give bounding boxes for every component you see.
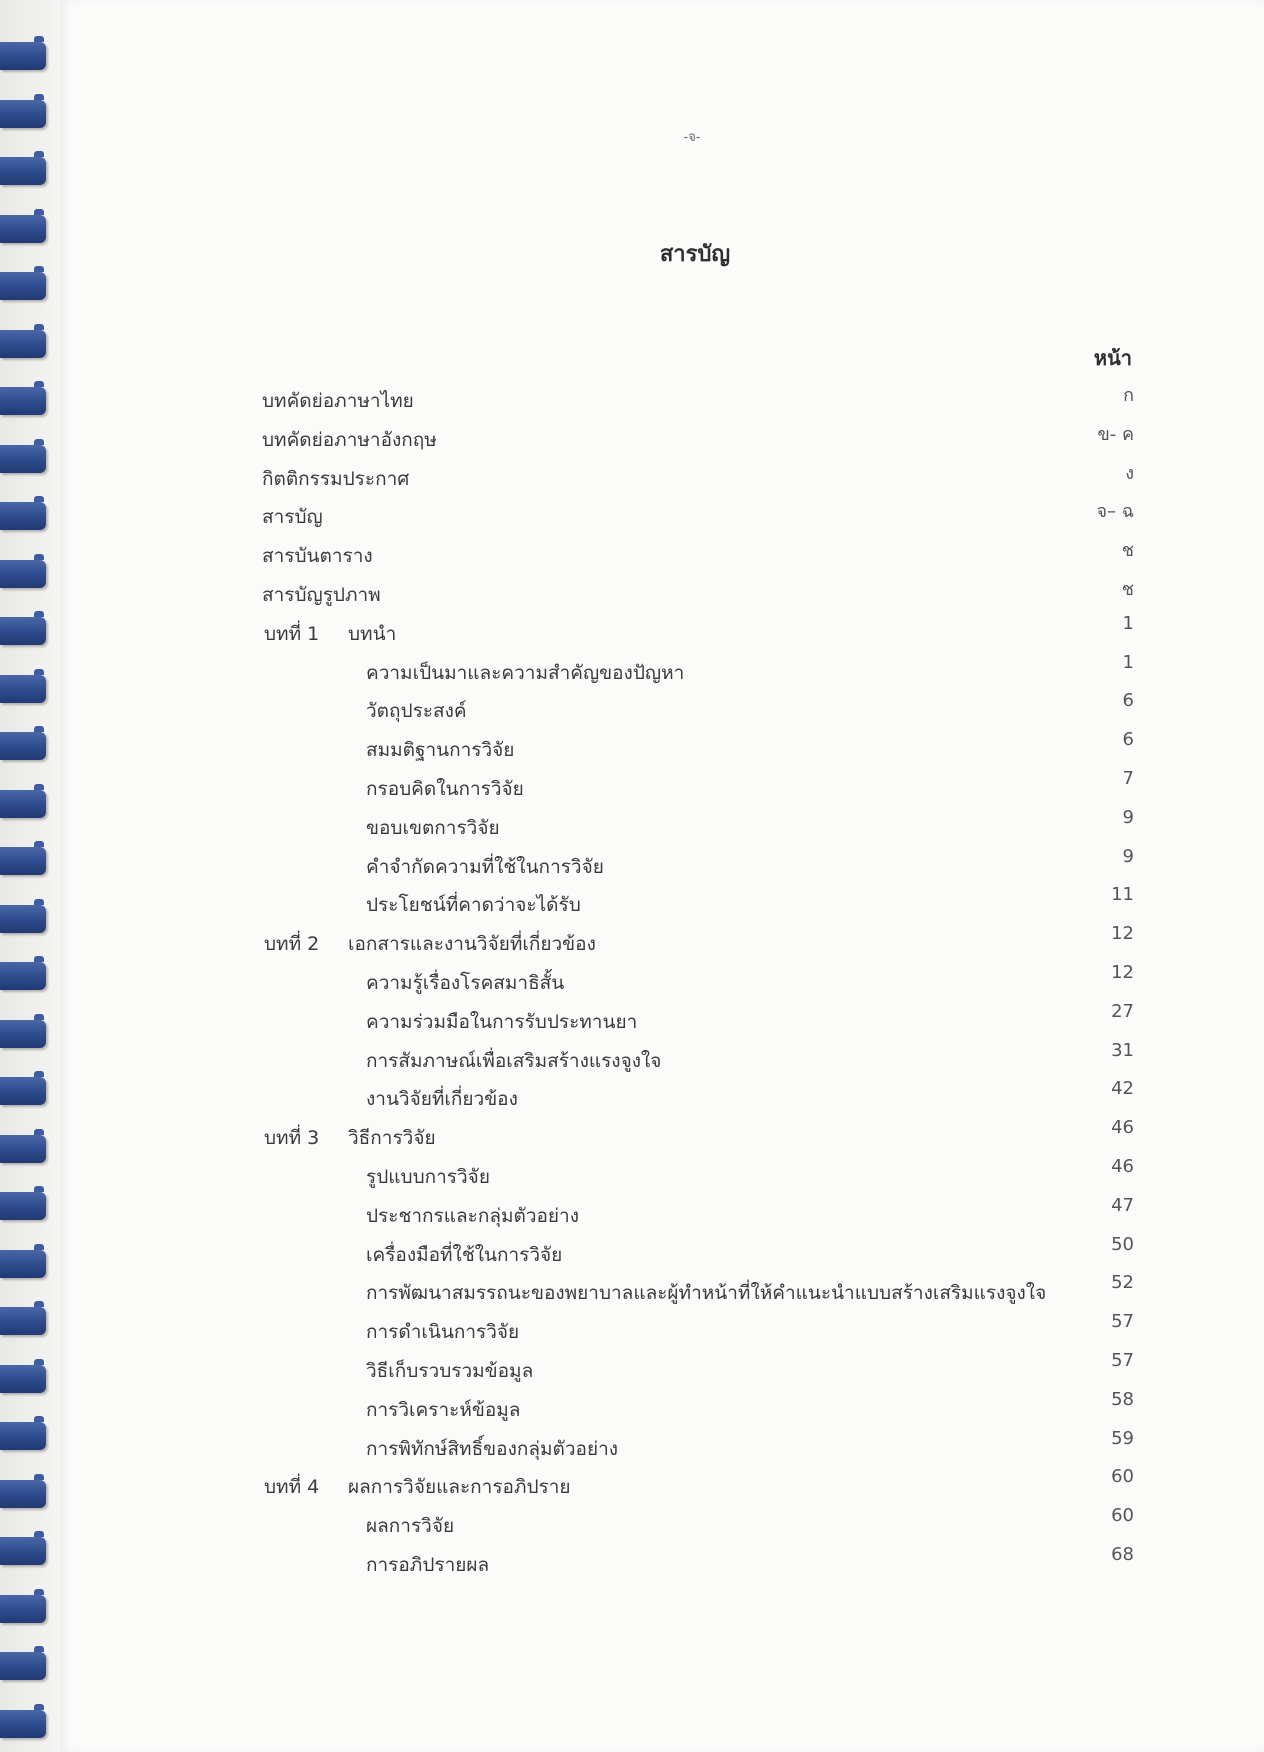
toc-row: [0, 767, 1264, 811]
toc-row: [0, 884, 1264, 927]
toc-entry-text: การพัฒนาสมรรถนะของพยาบาลและผู้ทำหน้าที่ให้คำแนะนำแบบสร้างเสริมแรงจูงใจ: [366, 1282, 1047, 1305]
page-title: สารบัญ: [659, 242, 731, 267]
toc-row: [0, 1272, 1264, 1315]
toc-entry: [366, 696, 467, 726]
toc-entry: [366, 1395, 520, 1425]
toc-page-number: ก: [1123, 385, 1134, 406]
toc-entry: [366, 1084, 518, 1114]
toc-row: [0, 1000, 1264, 1044]
toc-entry-text: ความรู้เรื่องโรคสมาธิสั้น: [366, 971, 565, 994]
toc-page-number: 12: [1111, 923, 1134, 945]
toc-page-number: 59: [1111, 1427, 1134, 1449]
toc-row: [0, 806, 1264, 850]
toc-page-number: 60: [1111, 1466, 1134, 1488]
toc-entry-text: กิตติกรรมประกาศ: [262, 467, 410, 490]
toc-row: [0, 1155, 1264, 1199]
toc-page-number: 9: [1122, 845, 1134, 867]
toc-entry: [366, 1317, 519, 1347]
toc-entry-text: การดำเนินการวิจัย: [366, 1321, 520, 1344]
toc-entry: [264, 1472, 571, 1502]
toc-entry-text: งานวิจัยที่เกี่ยวข้อง: [366, 1088, 518, 1111]
toc-chapter-label: บทที่ 1: [264, 622, 320, 645]
toc-row: [0, 1388, 1264, 1432]
toc-row: [0, 1505, 1264, 1548]
toc-entry: [262, 425, 437, 455]
toc-entry-text: ผลการวิจัย: [366, 1515, 455, 1538]
toc-page-number: 42: [1111, 1078, 1134, 1100]
toc-chapter-row: [0, 923, 1264, 966]
toc-entry: [366, 1434, 618, 1464]
toc-row: [0, 1194, 1264, 1238]
toc-page-number: 27: [1111, 1000, 1134, 1022]
toc-entry-text: สารบันตาราง: [262, 545, 373, 568]
toc-row: [0, 1311, 1264, 1354]
toc-chapter-label: บทที่ 3: [264, 1127, 320, 1150]
toc-entry: [366, 890, 581, 920]
toc-entry: [262, 386, 414, 416]
toc-entry-text: บทคัดย่อภาษาไทย: [262, 390, 414, 412]
toc-entry: [366, 813, 500, 843]
toc-row: [0, 1427, 1264, 1471]
toc-chapter-row: [0, 612, 1264, 656]
binding-ring: [0, 1595, 46, 1623]
toc-entry-text: ขอบเขตการวิจัย: [366, 816, 500, 839]
toc-page-number: 50: [1111, 1233, 1134, 1255]
toc-entry: [366, 1278, 1046, 1308]
toc-entry-text: การพิทักษ์สิทธิ์ของกลุ่มตัวอย่าง: [366, 1437, 619, 1460]
binding-ring: [0, 1710, 46, 1738]
toc-row: [0, 1543, 1264, 1587]
toc-page-number: 9: [1122, 806, 1134, 828]
toc-chapter-row: [0, 1117, 1264, 1160]
toc-page-number: ง: [1125, 462, 1134, 484]
toc-row: [0, 578, 1264, 617]
toc-page-number: 6: [1122, 729, 1134, 751]
toc-page-number: 60: [1111, 1505, 1134, 1527]
toc-row: [0, 729, 1264, 772]
binding-ring: [0, 42, 46, 70]
toc-entry: [366, 1511, 454, 1541]
toc-entry: [366, 1201, 579, 1231]
toc-row: [0, 423, 1264, 462]
toc-entry: [366, 1240, 562, 1270]
binding-ring: [0, 330, 46, 358]
toc-page-number: 7: [1122, 767, 1134, 789]
page-number: -จ-: [683, 130, 701, 145]
toc-entry-text: ความร่วมมือในการรับประทานยา: [366, 1010, 638, 1033]
toc-entry-text: ผลการวิจัยและการอภิปราย: [348, 1476, 571, 1499]
toc-entry: [366, 1162, 490, 1192]
toc-entry: [366, 1356, 533, 1386]
toc-entry: [264, 619, 396, 649]
binding-ring: [0, 1652, 46, 1680]
toc-chapter-row: [0, 1466, 1264, 1509]
toc-entry-text: บทนำ: [348, 622, 397, 645]
toc-page-number: จ– ฉ: [1096, 501, 1134, 523]
toc-page-number: ข- ค: [1097, 423, 1134, 445]
toc-row: [0, 539, 1264, 578]
toc-row: [0, 961, 1264, 1005]
toc-page-number: 57: [1111, 1311, 1134, 1333]
binding-ring: [0, 100, 46, 128]
toc-entry-text: การอภิปรายผล: [366, 1553, 490, 1576]
toc-row: [0, 845, 1264, 889]
toc-entry: [264, 929, 596, 959]
toc-entry: [262, 502, 323, 532]
binding-ring: [0, 272, 46, 300]
page-column-heading: หน้า: [1093, 346, 1132, 370]
toc-entry-text: กรอบคิดในการวิจัย: [366, 777, 524, 800]
toc-page-number: ช: [1121, 540, 1134, 562]
toc-row: [0, 1349, 1264, 1393]
toc-entry-text: วัตถุประสงค์: [366, 700, 467, 723]
toc-entry-text: การวิเคราะห์ข้อมูล: [366, 1398, 521, 1421]
toc-chapter-label: บทที่ 2: [264, 933, 320, 956]
toc-entry: [262, 464, 409, 494]
toc-row: [0, 500, 1264, 539]
toc-entry: [264, 1123, 436, 1153]
toc-entry-text: รูปแบบการวิจัย: [366, 1165, 490, 1188]
toc-entry: [262, 580, 381, 610]
toc-row: [0, 1078, 1264, 1121]
toc-page-number: ช: [1121, 578, 1134, 600]
toc-entry-text: เอกสารและงานวิจัยที่เกี่ยวข้อง: [348, 933, 596, 956]
toc-page-number: 46: [1111, 1155, 1134, 1177]
toc-entry-text: วิธีการวิจัย: [348, 1127, 436, 1150]
toc-row: [0, 690, 1264, 733]
toc-page-number: 11: [1111, 884, 1134, 906]
toc-entry: [366, 968, 564, 998]
toc-entry-text: การสัมภาษณ์เพื่อเสริมสร้างแรงจูงใจ: [366, 1049, 662, 1072]
toc-page-number: 1: [1122, 651, 1134, 673]
toc-chapter-label: บทที่ 4: [264, 1476, 320, 1499]
toc-page-number: 31: [1111, 1039, 1134, 1061]
toc-page-number: 12: [1111, 961, 1134, 983]
toc-entry: [366, 1007, 637, 1037]
toc-entry-text: ความเป็นมาและความสำคัญของปัญหา: [366, 661, 685, 684]
toc-entry: [262, 541, 373, 571]
toc-page-number: 46: [1111, 1117, 1134, 1139]
toc-entry-text: วิธีเก็บรวบรวมข้อมูล: [366, 1359, 534, 1382]
toc-page-number: 68: [1111, 1543, 1134, 1565]
toc-row: [0, 1233, 1264, 1277]
toc-entry: [366, 1550, 489, 1580]
toc-row: [0, 384, 1264, 423]
toc-entry-text: บทคัดย่อภาษาอังกฤษ: [262, 428, 437, 451]
toc-entry: [366, 1046, 661, 1076]
toc-page-number: 47: [1111, 1194, 1134, 1216]
toc-entry-text: สมมติฐานการวิจัย: [366, 739, 515, 762]
toc-entry-text: ประชากรและกลุ่มตัวอย่าง: [366, 1204, 580, 1227]
toc-entry: [366, 658, 684, 688]
toc-entry: [366, 735, 514, 765]
toc-entry: [366, 852, 604, 882]
toc-entry: [366, 774, 524, 804]
binding-ring: [0, 157, 46, 185]
toc-page-number: 6: [1122, 690, 1134, 712]
toc-entry-text: สารบัญรูปภาพ: [262, 583, 381, 606]
toc-entry-text: เครื่องมือที่ใช้ในการวิจัย: [366, 1243, 563, 1266]
toc-entry-text: ประโยชน์ที่คาดว่าจะได้รับ: [366, 894, 581, 917]
toc-page-number: 1: [1122, 612, 1134, 634]
toc-page-number: 57: [1111, 1349, 1134, 1371]
toc-entry-text: คำจำกัดความที่ใช้ในการวิจัย: [366, 855, 604, 878]
toc-page-number: 52: [1111, 1272, 1134, 1294]
toc-entry-text: สารบัญ: [262, 506, 323, 529]
toc-row: [0, 462, 1264, 501]
toc-row: [0, 1039, 1264, 1083]
table-of-contents: [0, 384, 1264, 1587]
toc-row: [0, 651, 1264, 695]
toc-page-number: 58: [1111, 1388, 1134, 1410]
